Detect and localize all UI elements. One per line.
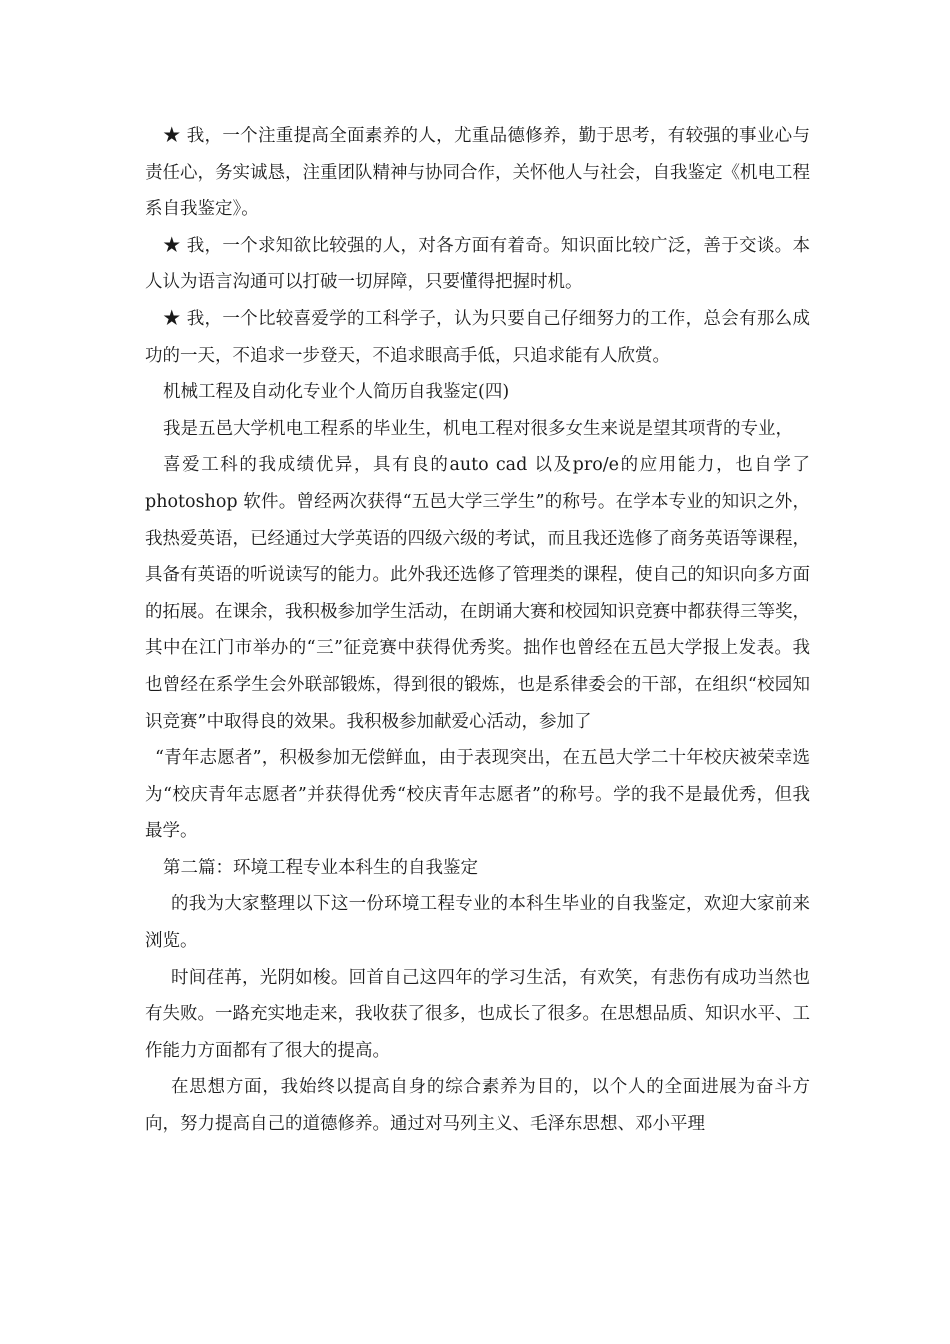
- paragraph-star-2: ★ 我，一个求知欲比较强的人，对各方面有着奇。知识面比较广泛，善于交谈。本人认为语言沟通可以打破一切屏障，只要懂得把握时机。: [145, 235, 810, 293]
- paragraph-volunteer: “青年志愿者”，积极参加无偿鲜血，由于表现突出，在五邑大学二十年校庆被荣幸选为“校庆青年志愿者”并获得优秀“校庆青年志愿者”的称号。学的我不是最优秀，但我最学。: [145, 748, 810, 842]
- paragraph-star-1: ★ 我，一个注重提高全面素养的人，尤重品德修养，勤于思考，有较强的事业心与责任心，务实诚恳，注重团队精神与协同合作，关怀他人与社会，自我鉴定《机电工程系自我鉴定》。: [145, 126, 810, 220]
- section-heading-resume: 机械工程及自动化专业个人简历自我鉴定(四): [163, 382, 510, 403]
- paragraph-star-3: ★ 我，一个比较喜爱学的工科学子，认为只要自己仔细努力的工作，总会有那么成功的一天，不追求一步登天，不追求眼高手低，只追求能有人欣赏。: [145, 308, 810, 366]
- paragraph-environment-intro: 的我为大家整理以下这一份环境工程专业的本科生毕业的自我鉴定，欢迎大家前来浏览。: [145, 894, 810, 952]
- paragraph-achievements: 喜爱工科的我成绩优异，具有良的auto cad 以及pro/e的应用能力，也自学了photoshop 软件。曾经两次获得“五邑大学三学生”的称号。在学本专业的知识之外，我热爱英语，已经通过大学英语的四级六级的考试，而且我还选修了商务英语等课程，具备有英语的听说读写的能力。此外我还选修了管理类的课程，使自己的知识向多方面的拓展。在课余，我积极参加学生活动，在朗诵大赛和校园知识竞赛中都获得三等奖，其中在江门市举办的“三”征竞赛中获得优秀奖。拙作也曾经在五邑大学报上发表。我也曾经在系学生会外联部锻炼，得到很的锻炼，也是系律委会的干部，在组织“校园知识竞赛”中取得良的效果。我积极参加献爱心活动，参加了: [145, 455, 810, 732]
- paragraph-intro: 我是五邑大学机电工程系的毕业生，机电工程对很多女生来说是望其项背的专业，: [163, 418, 793, 439]
- paragraph-ideology: 在思想方面，我始终以提高自身的综合素养为目的，以个人的全面进展为奋斗方向，努力提高自己的道德修养。通过对马列主义、毛泽东思想、邓小平理: [145, 1077, 810, 1135]
- paragraph-reflection: 时间荏苒，光阴如梭。回首自己这四年的学习生活，有欢笑，有悲伤有成功当然也有失败。一路充实地走来，我收获了很多，也成长了很多。在思想品质、知识水平、工作能力方面都有了很大的提高。: [145, 967, 810, 1061]
- document-page: [145, 118, 810, 1143]
- section-heading-environment: 第二篇：环境工程专业本科生的自我鉴定: [163, 857, 478, 878]
